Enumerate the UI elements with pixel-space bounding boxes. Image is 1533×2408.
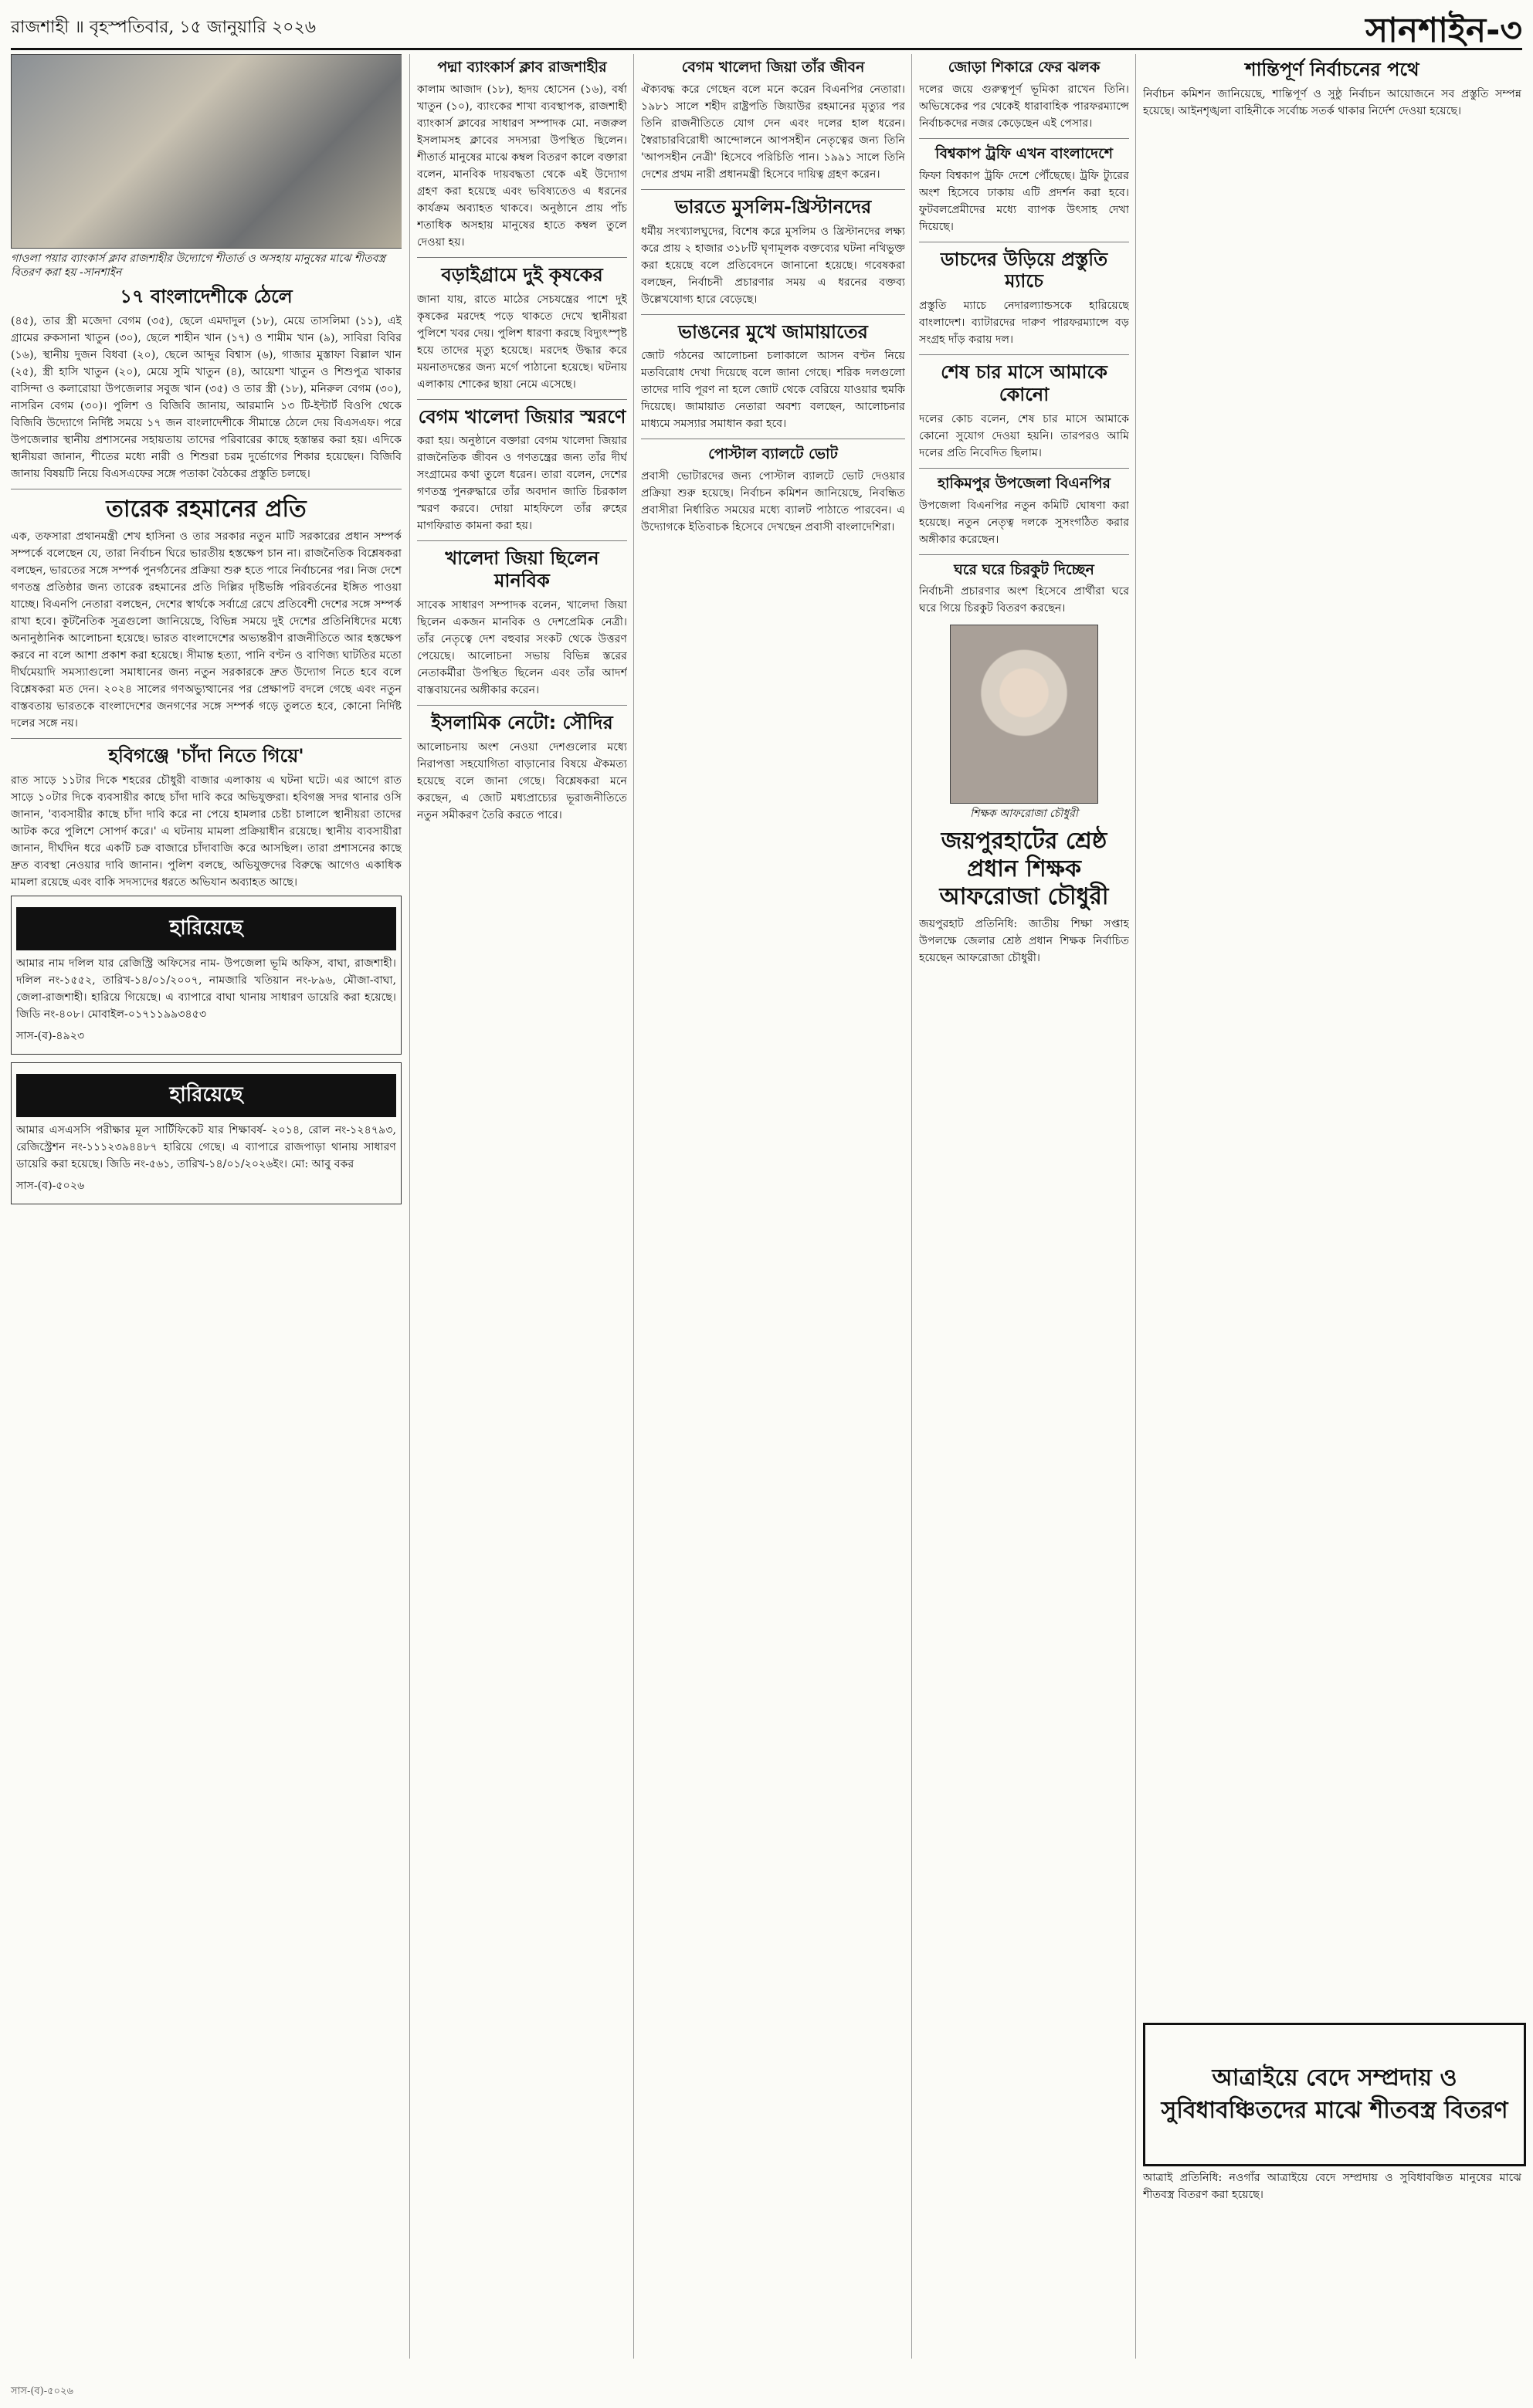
column-3 <box>641 54 905 2359</box>
column-1 <box>11 54 402 2359</box>
article-body: নির্বাচন কমিশন জানিয়েছে, শান্তিপূর্ণ ও সুষ্ঠু নির্বাচন আয়োজনে সব প্রস্তুতি সম্পন্ন হয়েছে। আইনশৃঙ্খলা বাহিনীকে সর্বোচ্চ সতর্ক থাকার নির্দেশ দেওয়া হয়েছে। <box>1143 87 1521 117</box>
headline: হাকিমপুর উপজেলা বিএনপির <box>938 474 1111 492</box>
notice-body: আমার নাম দলিল যার রেজিস্ট্রি অফিসের নাম- উপজেলা ভূমি অফিস, বাঘা, রাজশাহী। দলিল নং-১৫৫২, তারিখ-১৪/০১/২০০৭, নামজারি খতিয়ান নং-৮৯৬, মৌজা-বাঘা, জেলা-রাজশাহী। হারিয়ে গিয়েছে। এ ব্যাপারে বাঘা থানায় সাধারণ ডায়েরি করা হয়েছে। জিডি নং-৪০৮। মোবাইল-০১৭১১৯৯৩৪৫৩ <box>16 957 396 1021</box>
notice-heading: হারিয়েছে <box>16 1074 396 1117</box>
headline: বিশ্বকাপ ট্রফি এখন বাংলাদেশে <box>935 144 1113 162</box>
article-body: রাত সাড়ে ১১টার দিকে শহরের চৌধুরী বাজার এলাকায় এ ঘটনা ঘটে। এর আগে রাত সাড়ে ১০টার দিকে ব্যবসায়ীর কাছে চাঁদা দাবি করে অভিযুক্তরা। হবিগঞ্জ সদর থানার ওসি জানান, 'ব্যবসায়ীর কাছে চাঁদা দাবি করে না পেয়ে হামলার চেষ্টা চালালে স্থানীয়রা তাদের আটক করে পুলিশে সোপর্দ করে।' এ ঘটনায় মামলা প্রক্রিয়াধীন রয়েছে। স্থানীয় ব্যবসায়ীরা জানান, দীর্ঘদিন ধরে একটি চক্র বাজারে চাঁদাবাজি করে আসছিল। তারা প্রশাসনের কাছে দ্রুত ব্যবস্থা নেওয়ার দাবি জানান। পুলিশ বলছে, অভিযুক্তদের বিরুদ্ধে আগেও একাধিক মামলা রয়েছে এবং বাকি সদস্যদের ধরতে অভিযান অব্যাহত আছে। <box>11 774 402 889</box>
article-body: উপজেলা বিএনপির নতুন কমিটি ঘোষণা করা হয়েছে। নতুন নেতৃত্ব দলকে সুসংগঠিত করার অঙ্গীকার করেছেন। <box>919 499 1129 546</box>
headline: আত্রাইয়ে বেদে সম্প্রদায় ও সুবিধাবঞ্চিতদের মাঝে শীতবস্ত্র বিতরণ <box>1161 2064 1508 2124</box>
column-2 <box>417 54 627 2359</box>
article-body: আত্রাই প্রতিনিধি: নওগাঁর আত্রাইয়ে বেদে সম্প্রদায় ও সুবিধাবঞ্চিত মানুষের মাঝে শীতবস্ত্র বিতরণ করা হয়েছে। <box>1143 2172 1521 2201</box>
headline: হবিগঞ্জে 'চাঁদা নিতে গিয়ে' <box>108 745 304 767</box>
article-body: জানা যায়, রাতে মাঠের সেচযন্ত্রের পাশে দুই কৃষকের মরদেহ পড়ে থাকতে দেখে স্থানীয়রা পুলিশে খবর দেয়। পুলিশ ধারণা করছে বিদ্যুৎস্পৃষ্ট হয়ে তাদের মৃত্যু হয়েছে। মরদেহ উদ্ধার করে ময়নাতদন্তের জন্য মর্গে পাঠানো হয়েছে। ঘটনায় এলাকায় শোকের ছায়া নেমে এসেছে। <box>417 293 627 391</box>
news-photo <box>11 54 402 249</box>
newspaper-brand: সানশাইন-৩ <box>1365 11 1522 50</box>
feature-article <box>1143 2169 1521 2355</box>
notice-code: সাস-(ব)-৪৯২৩ <box>16 1029 85 1042</box>
article-body: প্রস্তুতি ম্যাচে নেদারল্যান্ডসকে হারিয়েছে বাংলাদেশ। ব্যাটারদের দারুণ পারফরম্যান্সে বড় সংগ্রহ দাঁড় করায় দল। <box>919 300 1129 347</box>
masthead <box>11 0 1522 50</box>
column-5 <box>1143 54 1521 2015</box>
article-body: সাবেক সাধারণ সম্পাদক বলেন, খালেদা জিয়া ছিলেন একজন মানবিক ও দেশপ্রেমিক নেত্রী। তাঁর নেতৃত্বে দেশ বহুবার সংকট থেকে উত্তরণ পেয়েছে। আলোচনা সভায় বিভিন্ন স্তরের নেতাকর্মীরা উপস্থিত ছিলেন এবং তাঁর আদর্শ বাস্তবায়নের অঙ্গীকার করেন। <box>417 598 627 696</box>
headline: ঘরে ঘরে চিরকুট দিচ্ছেন <box>954 561 1094 578</box>
headline: বড়াইগ্রামে দুই কৃষকের <box>441 263 603 286</box>
portrait-photo <box>950 625 1098 804</box>
photo-caption: শিক্ষক আফরোজা চৌধুরী <box>970 808 1078 821</box>
article-body: জয়পুরহাট প্রতিনিধি: জাতীয় শিক্ষা সপ্তাহ উপলক্ষে জেলার শ্রেষ্ঠ প্রধান শিক্ষক নির্বাচিত হয়েছেন আফরোজা চৌধুরী। <box>919 917 1129 964</box>
article-body: ধর্মীয় সংখ্যালঘুদের, বিশেষ করে মুসলিম ও খ্রিস্টানদের লক্ষ্য করে প্রায় ২ হাজার ৩১৮টি ঘৃণামূলক বক্তব্যের ঘটনা নথিভুক্ত করা হয়েছে বলে প্রতিবেদনে জানানো হয়েছে। গবেষকরা বলছেন, নির্বাচনী প্রচারণার সময় এ ধরনের বক্তব্য উল্লেখযোগ্য হারে বেড়েছে। <box>641 225 905 306</box>
headline: ভাঙনের মুখে জামায়াতের <box>678 320 868 343</box>
headline: ভারতে মুসলিম-খ্রিস্টানদের <box>674 195 872 218</box>
headline: খালেদা জিয়া ছিলেন মানবিক <box>445 547 599 592</box>
headline: ইসলামিক নেটো: সৌদির <box>431 711 613 733</box>
dateline: রাজশাহী ॥ বৃহস্পতিবার, ১৫ জানুয়ারি ২০২৬ <box>11 18 317 37</box>
lost-notice <box>11 1062 402 1204</box>
article-body: ফিফা বিশ্বকাপ ট্রফি দেশে পৌঁছেছে। ট্রফি ট্যুরের অংশ হিসেবে ঢাকায় এটি প্রদর্শন করা হবে। ফুটবলপ্রেমীদের মধ্যে ব্যাপক উৎসাহ দেখা দিয়েছে। <box>919 169 1129 233</box>
article-body: নির্বাচনী প্রচারণার অংশ হিসেবে প্রার্থীরা ঘরে ঘরে গিয়ে চিরকুট বিতরণ করছেন। <box>919 585 1129 615</box>
column-4 <box>919 54 1129 2359</box>
headline: বেগম খালেদা জিয়া তাঁর জীবন <box>681 59 865 76</box>
headline: তারেক রহমানের প্রতি <box>106 496 307 523</box>
notice-body: আমার এসএসসি পরীক্ষার মূল সার্টিফিকেট যার শিক্ষাবর্ষ- ২০১৪, রোল নং-১২৪৭৯৩, রেজিস্ট্রেশন নং-১১১২৩৯৪৪৮৭ হারিয়ে গেছে। এ ব্যাপারে রাজপাড়া থানায় সাধারণ ডায়েরি করা হয়েছে। জিডি নং-৫৬১, তারিখ-১৪/০১/২০২৬ইং। মো: আবু বকর <box>16 1123 396 1170</box>
headline: জোড়া শিকারে ফের ঝলক <box>948 59 1101 76</box>
headline: শান্তিপূর্ণ নির্বাচনের পথে <box>1245 59 1419 80</box>
article-body: আলোচনায় অংশ নেওয়া দেশগুলোর মধ্যে নিরাপত্তা সহযোগিতা বাড়ানোর বিষয়ে ঐকমত্য হয়েছে বলে জানা গেছে। বিশ্লেষকরা মনে করছেন, এ জোট মধ্যপ্রাচ্যের ভূরাজনীতিতে নতুন সমীকরণ তৈরি করতে পারে। <box>417 740 627 821</box>
lost-notice <box>11 896 402 1055</box>
footer-code: সাস-(ব)-৫০২৬ <box>11 2386 73 2397</box>
article-body: ঐক্যবদ্ধ করে গেছেন বলে মনে করেন বিএনপির নেতারা। ১৯৮১ সালে শহীদ রাষ্ট্রপতি জিয়াউর রহমানের মৃত্যুর পর তিনি রাজনীতিতে যোগ দেন এবং দলের হাল ধরেন। স্বৈরাচারবিরোধী আন্দোলনে আপসহীন নেতৃত্বের জন্য তিনি 'আপসহীন নেত্রী' হিসেবে পরিচিতি পান। ১৯৯১ সালে তিনি দেশের প্রথম নারী প্রধানমন্ত্রী হিসেবে দায়িত্ব গ্রহণ করেন। <box>641 83 905 181</box>
article-body: এক, তফসারা প্রথানমন্ত্রী শেখ হাসিনা ও তার সরকার নতুন মাটি সরকারের প্রধান সম্পর্ক সম্পর্কে বলেছেন যে, তারা নির্বাচন ঘিরে ভারতীয় হস্তক্ষেপ চান না। রাজনৈতিক বিশ্লেষকরা বলছেন, ভারতের সঙ্গে সম্পর্ক পুনর্গঠনের প্রক্রিয়া শুরু হতে পারে নির্বাচনের পর। নিজ দেশে গণতন্ত্র প্রতিষ্ঠার জন্য তারেক রহমানের প্রতি দিল্লির দৃষ্টিভঙ্গি পরিবর্তনের ইঙ্গিত পাওয়া যাচ্ছে। বিএনপি নেতারা বলছেন, দেশের স্বার্থকে সর্বাগ্রে রেখে প্রতিবেশী দেশের সঙ্গে সম্পর্ক রাখা হবে। কূটনৈতিক সূত্রগুলো জানিয়েছে, বিভিন্ন সময়ে দুই দেশের প্রতিনিধিদের মধ্যে অনানুষ্ঠানিক আলোচনা হয়েছে। ভারত বাংলাদেশের অভ্যন্তরীণ রাজনীতিতে আর হস্তক্ষেপ করবে না বলে আশা প্রকাশ করা হয়েছে। সীমান্ত হত্যা, পানি বণ্টন ও বাণিজ্য ঘাটতির মতো দীর্ঘমেয়াদি সমস্যাগুলো সমাধানের জন্য নতুন সরকারকে দ্রুত উদ্যোগ নিতে হবে বলে বিশ্লেষকরা মত দেন। ২০২৪ সালের গণঅভ্যুত্থানের পর প্রেক্ষাপট বদলে গেছে এবং নতুন বাস্তবতায় ভারতকে বাংলাদেশের জনগণের সঙ্গে সম্পর্ক গড়ে তুলতে হবে, কোনো নির্দিষ্ট দলের সঙ্গে নয়। <box>11 530 402 730</box>
headline: পোস্টাল ব্যালটে ভোট <box>708 445 838 463</box>
headline: ১৭ বাংলাদেশীকে ঠেলে <box>120 286 293 308</box>
article-body: করা হয়। অনুষ্ঠানে বক্তারা বেগম খালেদা জিয়ার রাজনৈতিক জীবন ও গণতন্ত্রের জন্য তাঁর দীর্ঘ সংগ্রামের কথা তুলে ধরেন। তারা বলেন, দেশের গণতন্ত্র পুনরুদ্ধারে তাঁর অবদান জাতি চিরকাল স্মরণ করবে। দোয়া মাহফিলে তাঁর রুহের মাগফিরাত কামনা করা হয়। <box>417 435 627 533</box>
article-body: দলের কোচ বলেন, শেষ চার মাসে আমাকে কোনো সুযোগ দেওয়া হয়নি। তারপরও আমি দলের প্রতি নিবেদিত ছিলাম। <box>919 412 1129 459</box>
notice-code: সাস-(ব)-৫০২৬ <box>16 1179 85 1192</box>
headline: পদ্মা ব্যাংকার্স ক্লাব রাজশাহীর <box>437 59 607 76</box>
article-body: (৪৫), তার স্ত্রী মজেদা বেগম (৩৫), ছেলে এমদাদুল (১৮), মেয়ে তাসলিমা (১১), এই গ্রামের রুকসানা খাতুন (৩০), ছেলে শাহীন খান (১৭) ও শামীম খান (৯), সাবিরা বিবির (১৬), স্থানীয় দুজন বিধবা (২০), ছেলে আব্দুর বিশ্বাস (৬), গাজার মুস্তাফা বিল্লাল খান (২৫), স্ত্রী হাসি খাতুন (২০), মেয়ে সুমি খাতুন (৪), আয়েশা খাতুন ও শিশুপুত্র খাকার বাসিন্দা ও কলারোয়া উপজেলার সবুজ খান (৩৫) ও তার স্ত্রী (১৮), মনিরুল বেগম (৩০), নাসরিন বেগম (৩০)। পুলিশ ও বিজিবি জানায়, আরমানি ১৩ টি-ইন্টার্ট বিওপি থেকে বিজিবি উদ্যোগে নির্দিষ্ট সময়ে ১৭ জন বাংলাদেশীকে সীমান্তে ঠেলে দেয় বিএসএফ। পরে উপজেলার স্থানীয় প্রশাসনের সহায়তায় তাদের পরিবারের কাছে হস্তান্তর করা হয়। এদিকে স্থানীয়রা জানান, শীতের মধ্যে নারী ও শিশুরা চরম দুর্ভোগের শিকার হয়েছেন। বিজিবি জানায় বিষয়টি নিয়ে বিএসএফের সঙ্গে পতাকা বৈঠকের প্রস্তুতি চলছে। <box>11 315 402 481</box>
article-body: প্রবাসী ভোটারদের জন্য পোস্টাল ব্যালটে ভোট দেওয়ার প্রক্রিয়া শুরু হয়েছে। নির্বাচন কমিশন জানিয়েছে, নিবন্ধিত প্রবাসীরা নির্ধারিত সময়ের মধ্যে ব্যালট পাঠাতে পারবেন। এ উদ্যোগকে ইতিবাচক হিসেবে দেখছেন প্রবাসী বাংলাদেশিরা। <box>641 470 905 534</box>
article-body: কালাম আজাদ (১৮), হৃদয় হোসেন (১৬), বর্ষা খাতুন (১০), ব্যাংকের শাখা ব্যবস্থাপক, রাজশাহী ব্যাংকার্স ক্লাবের সাধারণ সম্পাদক মো. নজরুল ইসলামসহ ক্লাবের সদস্যরা উপস্থিত ছিলেন। শীতার্ত মানুষের মাঝে কম্বল বিতরণ কালে বক্তারা বলেন, মানবিক দায়বদ্ধতা থেকে এই উদ্যোগ গ্রহণ করা হয়েছে এবং ভবিষ্যতেও এ ধরনের কার্যক্রম অব্যাহত থাকবে। অনুষ্ঠানে প্রায় পাঁচ শতাধিক অসহায় মানুষের হাতে কম্বল তুলে দেওয়া হয়। <box>417 83 627 249</box>
headline: শেষ চার মাসে আমাকে কোনো <box>941 361 1107 405</box>
photo-caption: গাওলা পয়ার ব্যাংকার্স ক্লাব রাজশাহীর উদ্যোগে শীতার্ত ও অসহায় মানুষের মাঝে শীতবস্ত্র বিতরণ করা হয় -সানশাইন <box>11 252 386 279</box>
article-body: দলের জয়ে গুরুত্বপূর্ণ ভূমিকা রাখেন তিনি। অভিষেকের পর থেকেই ধারাবাহিক পারফরম্যান্সে নির্বাচকদের নজর কেড়েছেন এই পেসার। <box>919 83 1129 130</box>
headline: জয়পুরহাটের শ্রেষ্ঠ প্রধান শিক্ষক আফরোজা চৌধুরী <box>939 827 1109 910</box>
article-body: জোট গঠনের আলোচনা চলাকালে আসন বণ্টন নিয়ে মতবিরোধ দেখা দিয়েছে বলে জানা গেছে। শরিক দলগুলো তাদের দাবি পূরণ না হলে জোট থেকে বেরিয়ে যাওয়ার হুমকি দিয়েছে। জামায়াত নেতারা অবশ্য বলছেন, আলোচনার মাধ্যমে সমস্যার সমাধান করা হবে। <box>641 350 905 431</box>
notice-heading: হারিয়েছে <box>16 907 396 950</box>
feature-headline-box <box>1143 2023 1526 2166</box>
headline: বেগম খালেদা জিয়ার স্মরণে <box>418 405 626 428</box>
headline: ডাচদের উড়িয়ে প্রস্তুতি ম্যাচে <box>940 248 1108 293</box>
